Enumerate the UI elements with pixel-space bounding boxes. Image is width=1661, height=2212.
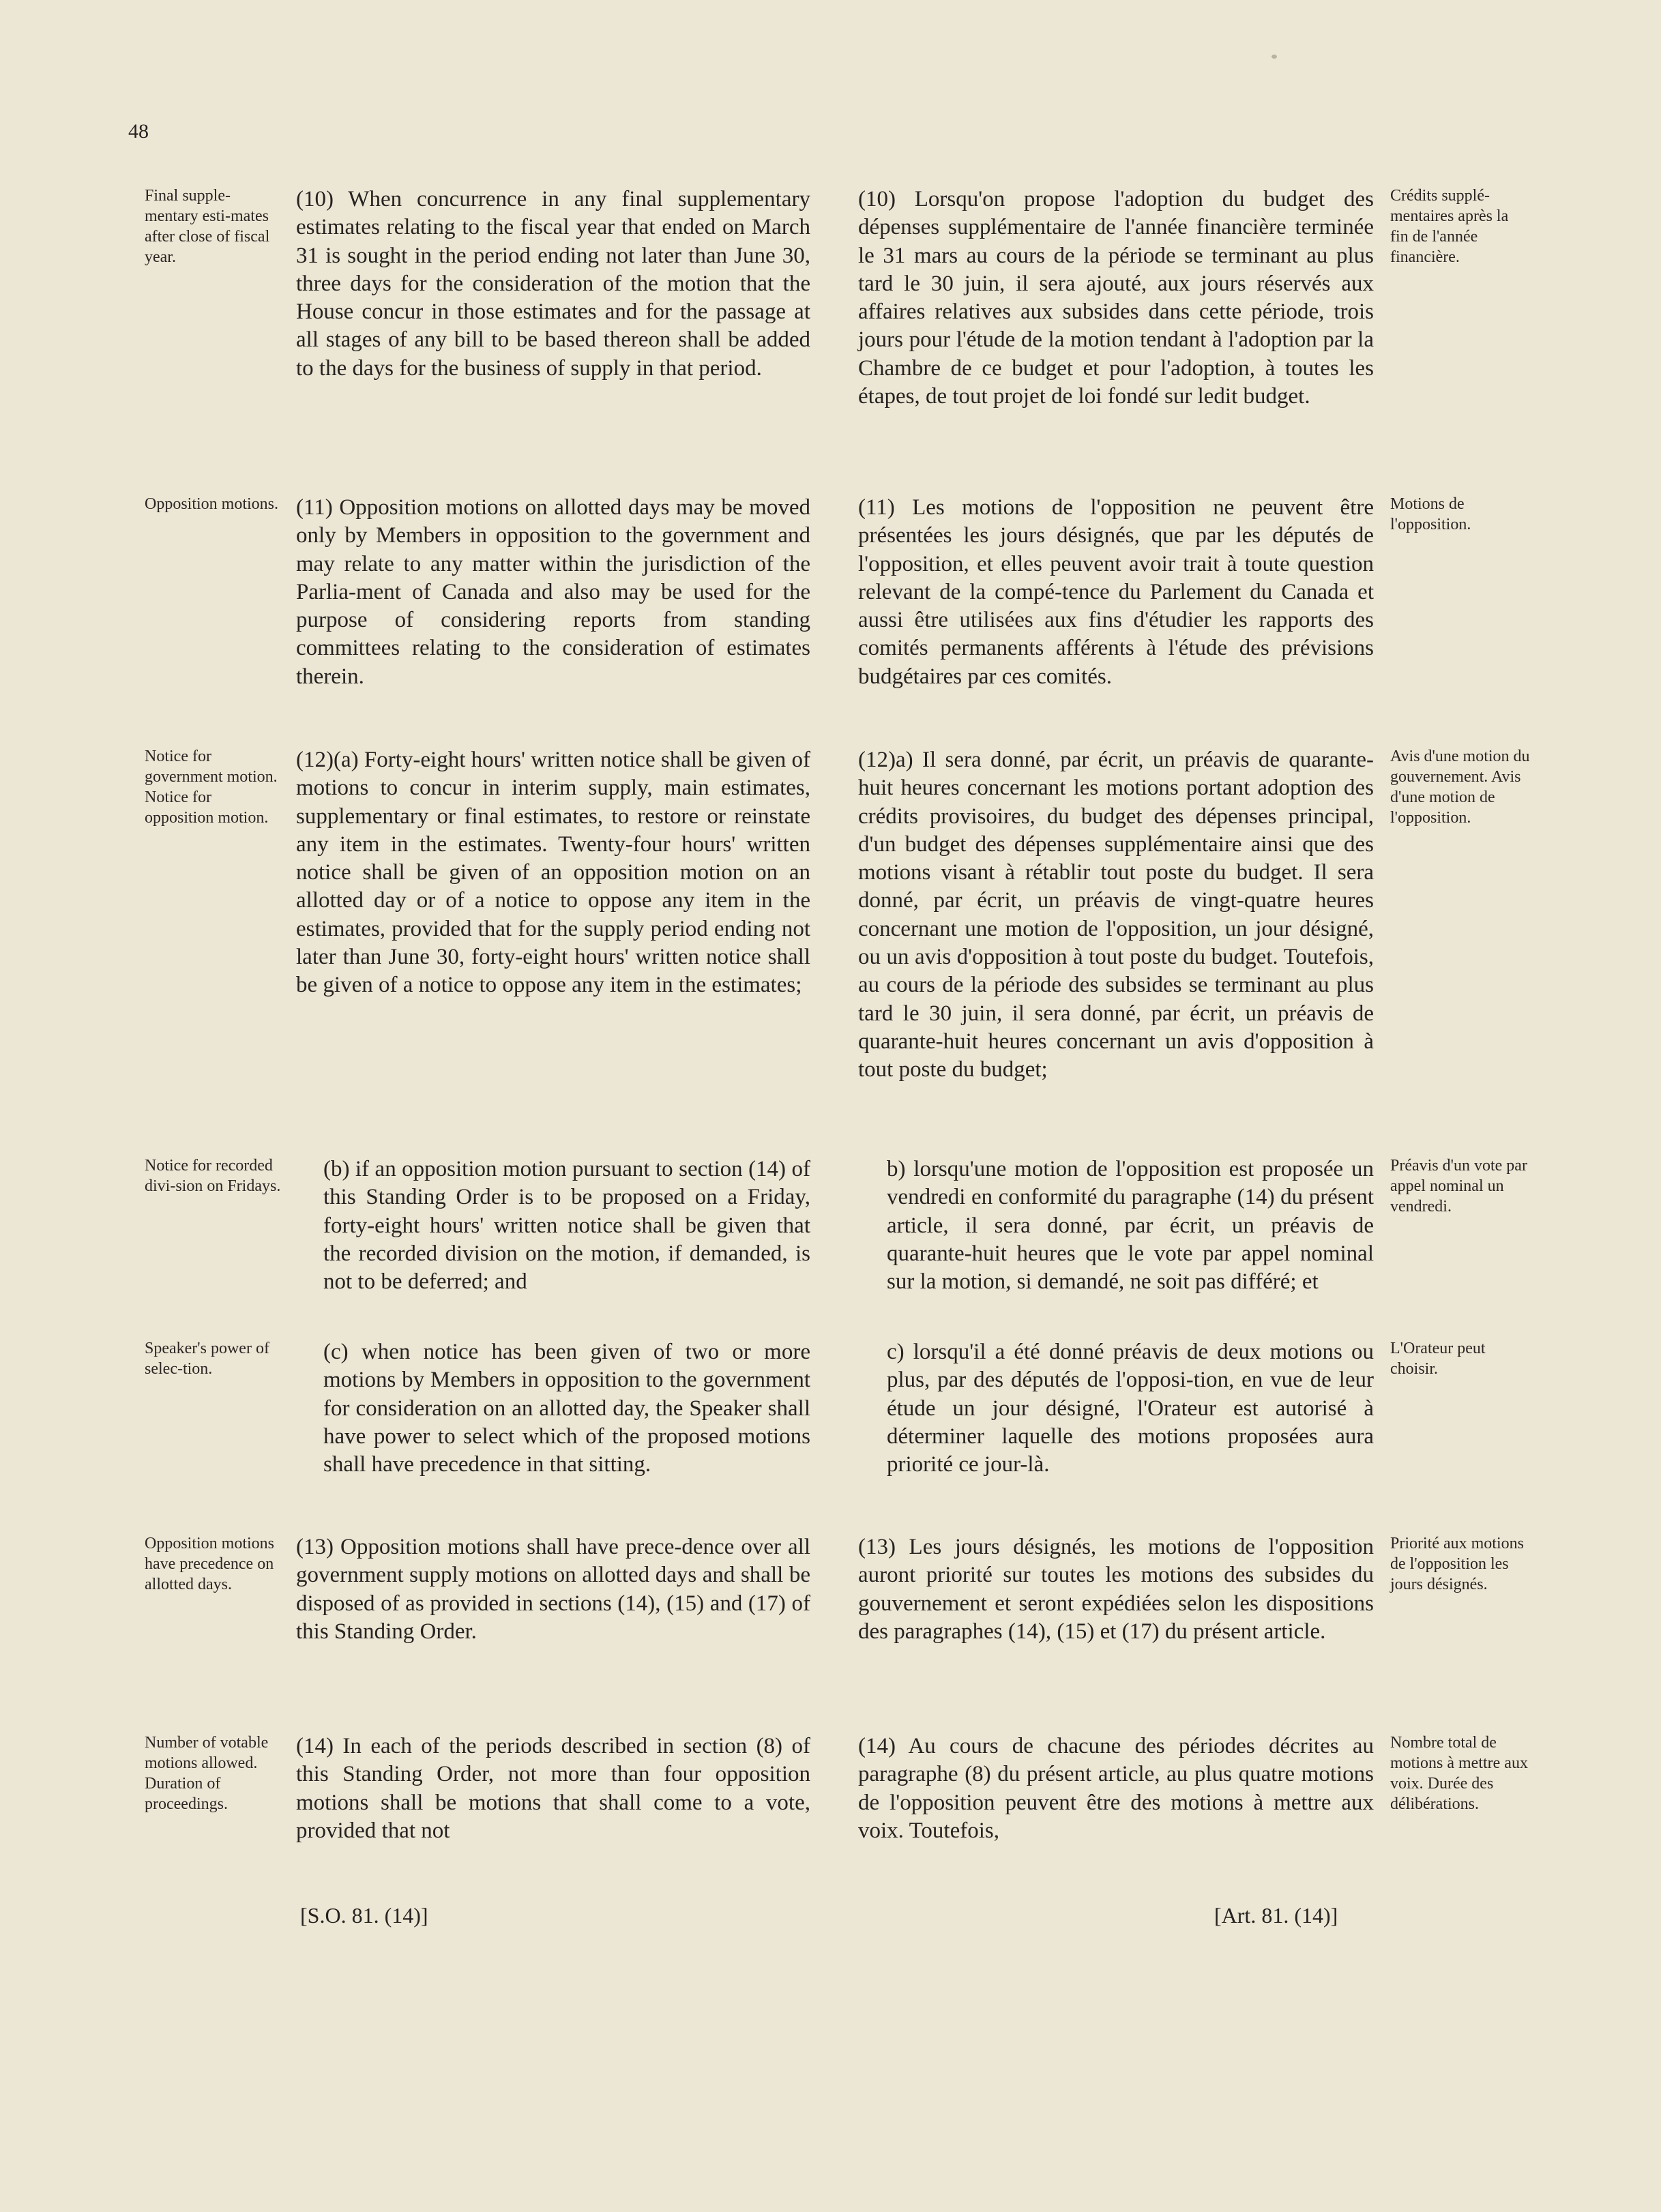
- paragraph-en: (10) When concurrence in any final supplementary estimates relating to the fiscal year that ended on March 31 is sought in the period ending not later than June 30, three days for the consideration of the motion that the House concur in those estimates and for the passage at all stages of any bill to be based thereon shall be added to the days for the business of supply in that period.: [296, 187, 810, 381]
- paragraph-fr: (11) Les motions de l'opposition ne peuvent être présentées les jours désignés, que par les députés de l'opposition, et elles peuvent avoir trait à toute question relevant de la compé-tence du Parlement du Canada et aussi être utilisées aux fins d'étudier les rapports des comités permanents afférents à l'étude des prévisions budgétaires par ces comités.: [858, 495, 1374, 689]
- margin-note-fr: Préavis d'un vote par appel nominal un vendredi.: [1390, 1157, 1527, 1215]
- paragraph-en: (14) In each of the periods described in section (8) of this Standing Order, not more than four opposition motions shall be motions that shall come to a vote, provided that not: [296, 1734, 810, 1843]
- paragraph-fr: c) lorsqu'il a été donné préavis de deux motions ou plus, par des députés de l'opposi-tion, en vue de leur étude un jour désigné, l'Orateur est autorisé à déterminer laquelle des motions proposées aura priorité ce jour-là.: [887, 1340, 1374, 1477]
- margin-note-fr: Nombre total de motions à mettre aux voix. Durée des délibérations.: [1390, 1734, 1528, 1813]
- page-number: 48: [128, 120, 149, 143]
- margin-note-en: Notice for government motion. Notice for opposition motion.: [145, 748, 278, 827]
- margin-note-en: Final supple-mentary esti-mates after close of fiscal year.: [145, 187, 270, 266]
- margin-note-en: Speaker's power of selec-tion.: [145, 1340, 269, 1378]
- margin-note-fr: L'Orateur peut choisir.: [1390, 1340, 1486, 1378]
- paper-speck: [1272, 55, 1277, 59]
- paragraph-fr: b) lorsqu'une motion de l'opposition est proposée un vendredi en conformité du paragraphe (14) du présent article, il sera donné, par écrit, un préavis de quarante-huit heures que le vote par appel nominal sur la motion, si demandé, ne soit pas différé; et: [887, 1157, 1374, 1295]
- paragraph-en: (12)(a) Forty-eight hours' written notice shall be given of motions to concur in interim supply, main estimates, supplementary or final estimates, to restore or reinstate any item in the estimates. Twenty-four hours' written notice shall be given of an opposition motion on an allotted day or of a notice to oppose any item in the estimates, provided that for the supply period ending not later than June 30, forty-eight hours' written notice shall be given of a notice to oppose any item in the estimates;: [296, 748, 810, 998]
- paragraph-en: (b) if an opposition motion pursuant to section (14) of this Standing Order is to be proposed on a Friday, forty-eight hours' written notice shall be given that the recorded division on the motion, if demanded, is not to be deferred; and: [323, 1157, 810, 1295]
- paragraph-en: (c) when notice has been given of two or more motions by Members in opposition to the government for consideration on an allotted day, the Speaker shall have power to select which of the proposed motions shall have precedence in that sitting.: [323, 1340, 810, 1477]
- margin-note-fr: Motions de l'opposition.: [1390, 495, 1471, 533]
- paragraph-fr: (12)a) Il sera donné, par écrit, un préavis de quarante-huit heures concernant les motions portant adoption des crédits provisoires, du budget des dépenses principal, d'un budget des dépenses supplémentaire ainsi que des motions visant à rétablir tout poste du budget. Il sera donné, par écrit, un préavis de vingt-quatre heures concernant une motion de l'opposition, un jour désigné, ou un avis d'opposition à tout poste du budget. Toutefois, au cours de la période des subsides se terminant au plus tard le 30 juin, il sera donné, par écrit, un préavis de quarante-huit heures concernant un avis d'opposition à tout poste du budget;: [858, 748, 1374, 1082]
- margin-note-en: Opposition motions have precedence on allotted days.: [145, 1535, 275, 1593]
- margin-note-fr: Priorité aux motions de l'opposition les jours désignés.: [1390, 1535, 1524, 1593]
- margin-note-en: Opposition motions.: [145, 495, 279, 513]
- paragraph-en: (13) Opposition motions shall have prece-dence over all government supply motions on allotted days and shall be disposed of as provided in sections (14), (15) and (17) of this Standing Order.: [296, 1535, 810, 1644]
- margin-note-fr: Crédits supplé-mentaires après la fin de l'année financière.: [1390, 187, 1509, 266]
- paragraph-fr: (13) Les jours désignés, les motions de l'opposition auront priorité sur toutes les motions des subsides du gouvernement et seront expédiées selon les dispositions des paragraphes (14), (15) et (17) du présent article.: [858, 1535, 1374, 1644]
- margin-note-en: Number of votable motions allowed. Duration of proceedings.: [145, 1734, 269, 1813]
- footer-reference-fr: [Art. 81. (14)]: [1214, 1903, 1338, 1928]
- footer-reference-en: [S.O. 81. (14)]: [300, 1903, 428, 1928]
- margin-note-fr: Avis d'une motion du gouvernement. Avis d'une motion de l'opposition.: [1390, 748, 1530, 827]
- paragraph-en: (11) Opposition motions on allotted days may be moved only by Members in opposition to the government and may relate to any matter within the jurisdiction of the Parlia-ment of Canada and also may be used for the purpose of considering reports from standing committees relating to the consideration of estimates therein.: [296, 495, 810, 689]
- paragraph-fr: (10) Lorsqu'on propose l'adoption du budget des dépenses supplémentaire de l'année financière terminée le 31 mars au cours de la période se terminant au plus tard le 30 juin, il sera ajouté, aux jours réservés aux affaires relatives aux subsides dans cette période, trois jours pour l'étude de la motion tendant à l'adoption par la Chambre de ce budget et pour l'adoption, à toutes les étapes, de tout projet de loi fondé sur ledit budget.: [858, 187, 1374, 409]
- margin-note-en: Notice for recorded divi-sion on Fridays.: [145, 1157, 281, 1195]
- paragraph-fr: (14) Au cours de chacune des périodes décrites au paragraphe (8) du présent article, au plus quatre motions de l'opposition peuvent être des motions à mettre aux voix. Toutefois,: [858, 1734, 1374, 1843]
